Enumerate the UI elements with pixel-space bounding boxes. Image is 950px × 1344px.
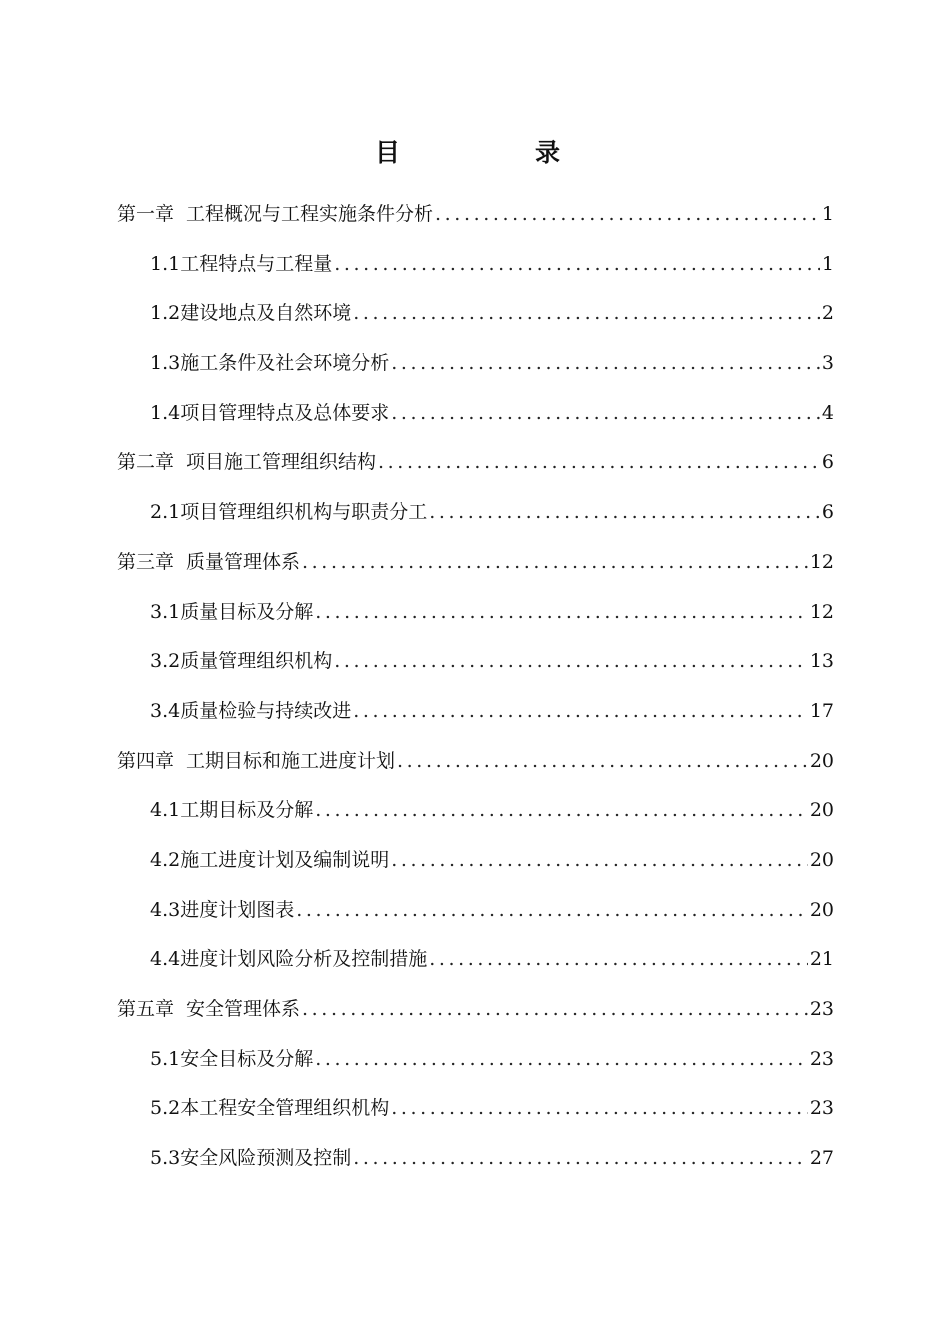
toc-entry-label (150, 886, 294, 936)
toc-entry-text: 1.2建设地点及自然环境 (150, 302, 352, 325)
toc-section-entry[interactable] (117, 240, 834, 290)
toc-dot-leader (353, 1134, 808, 1184)
toc-section-entry[interactable] (117, 1134, 834, 1184)
toc-page-number: 1 (821, 203, 834, 225)
toc-dot-leader (334, 637, 808, 687)
toc-entry-label (150, 488, 427, 538)
toc-entry-text: 3.1质量目标及分解 (150, 600, 314, 623)
toc-entry-label (150, 687, 351, 737)
toc-section-entry[interactable] (117, 886, 834, 936)
toc-section-entry[interactable] (117, 289, 834, 339)
toc-page-number: 20 (809, 799, 834, 822)
toc-entry-label (150, 836, 389, 886)
toc-page-number: 20 (809, 749, 834, 772)
toc-dot-leader (302, 538, 808, 588)
toc-page-number: 23 (809, 998, 834, 1020)
toc-dot-leader (296, 886, 808, 936)
toc-dot-leader (315, 588, 808, 638)
toc-dot-leader (353, 289, 820, 339)
toc-dot-leader (429, 488, 820, 538)
toc-entry-label (150, 1035, 313, 1085)
toc-dot-leader (315, 1035, 808, 1085)
toc-dot-leader (353, 687, 808, 737)
toc-entry-text: 1.3施工条件及社会环境分析 (150, 352, 390, 375)
toc-chapter-entry[interactable] (117, 985, 834, 1035)
toc-section-entry[interactable] (117, 687, 834, 737)
toc-entry-text: 4.2施工进度计划及编制说明 (150, 848, 390, 871)
toc-dot-leader (315, 786, 808, 836)
toc-section-entry[interactable] (117, 836, 834, 886)
toc-entry-text: 5.1安全目标及分解 (150, 1047, 314, 1070)
toc-chapter-entry[interactable] (117, 190, 834, 240)
toc-page-number: 23 (809, 1097, 834, 1120)
toc-entry-label (150, 240, 332, 290)
toc-entry-text: 1.4项目管理特点及总体要求 (150, 401, 390, 424)
toc-entry-label (150, 935, 427, 985)
toc-dot-leader (391, 1084, 808, 1134)
toc-section-entry[interactable] (117, 637, 834, 687)
toc-page-number: 27 (809, 1147, 834, 1170)
toc-dot-leader (391, 389, 820, 439)
toc-section-entry[interactable] (117, 935, 834, 985)
toc-entry-label (150, 588, 313, 638)
toc-entry-label (150, 1084, 389, 1134)
toc-page-number: 6 (821, 451, 834, 474)
toc-page-number: 6 (821, 501, 834, 524)
toc-page-number: 21 (809, 948, 834, 971)
toc-entry-label (150, 786, 313, 836)
toc-entry-text: 4.1工期目标及分解 (150, 799, 314, 822)
toc-section-entry[interactable] (117, 1035, 834, 1085)
toc-entry-text: 2.1项目管理组织机构与职责分工 (150, 501, 428, 524)
toc-section-entry[interactable] (117, 588, 834, 638)
toc-entry-label (117, 538, 300, 588)
toc-chapter-entry[interactable] (117, 538, 834, 588)
toc-dot-leader (334, 240, 820, 290)
toc-entry-label (117, 438, 376, 488)
toc-section-entry[interactable] (117, 488, 834, 538)
toc-page-number: 23 (809, 1047, 834, 1070)
toc-chapter-entry[interactable] (117, 438, 834, 488)
toc-entry-text: 项目施工管理组织结构 (186, 451, 377, 474)
toc-page-number: 13 (809, 650, 834, 673)
toc-entry-text: 安全管理体系 (186, 998, 301, 1020)
page-title: 目 录 (374, 138, 615, 167)
toc-dot-leader (429, 935, 808, 985)
toc-page-number: 12 (809, 600, 834, 623)
toc-entry-label (150, 389, 389, 439)
toc-entry-label (117, 985, 300, 1035)
toc-page-number: 20 (809, 848, 834, 871)
toc-chapter-entry[interactable] (117, 737, 834, 787)
toc-entry-label (150, 289, 351, 339)
toc-entry-text: 4.4进度计划风险分析及控制措施 (150, 948, 428, 971)
toc-dot-leader (391, 836, 808, 886)
toc-entry-text: 质量管理体系 (186, 550, 301, 573)
toc-entry-label (150, 637, 332, 687)
toc-page-number: 3 (821, 352, 834, 375)
toc-chapter-number: 第四章 (117, 749, 175, 772)
toc-page-number: 4 (821, 401, 834, 424)
toc-entry-label (150, 339, 389, 389)
toc-dot-leader (391, 339, 820, 389)
toc-dot-leader (302, 985, 808, 1035)
toc-section-entry[interactable] (117, 1084, 834, 1134)
table-of-contents (117, 190, 834, 1184)
toc-page-number: 20 (809, 898, 834, 921)
toc-page-number: 1 (821, 252, 834, 275)
toc-entry-text: 5.2本工程安全管理组织机构 (150, 1097, 390, 1120)
toc-entry-label (117, 190, 433, 240)
toc-entry-label (117, 737, 395, 787)
toc-page-number: 12 (809, 550, 834, 573)
toc-dot-leader (435, 190, 820, 240)
toc-chapter-number: 第一章 (117, 203, 175, 225)
toc-page-number: 2 (821, 302, 834, 325)
toc-chapter-number: 第二章 (117, 451, 175, 474)
toc-dot-leader (397, 737, 808, 787)
toc-entry-text: 工期目标和施工进度计划 (186, 749, 396, 772)
toc-entry-text: 3.4质量检验与持续改进 (150, 699, 352, 722)
toc-entry-text: 工程概况与工程实施条件分析 (186, 203, 434, 225)
toc-chapter-number: 第三章 (117, 550, 175, 573)
toc-section-entry[interactable] (117, 786, 834, 836)
toc-chapter-number: 第五章 (117, 998, 175, 1020)
toc-page-number: 17 (809, 699, 834, 722)
toc-entry-text: 5.3安全风险预测及控制 (150, 1147, 352, 1170)
toc-entry-text: 1.1工程特点与工程量 (150, 252, 333, 275)
toc-section-entry[interactable] (117, 339, 834, 389)
toc-entry-text: 4.3进度计划图表 (150, 898, 295, 921)
toc-section-entry[interactable] (117, 389, 834, 439)
toc-dot-leader (378, 438, 820, 488)
toc-entry-label (150, 1134, 351, 1184)
toc-entry-text: 3.2质量管理组织机构 (150, 650, 333, 673)
